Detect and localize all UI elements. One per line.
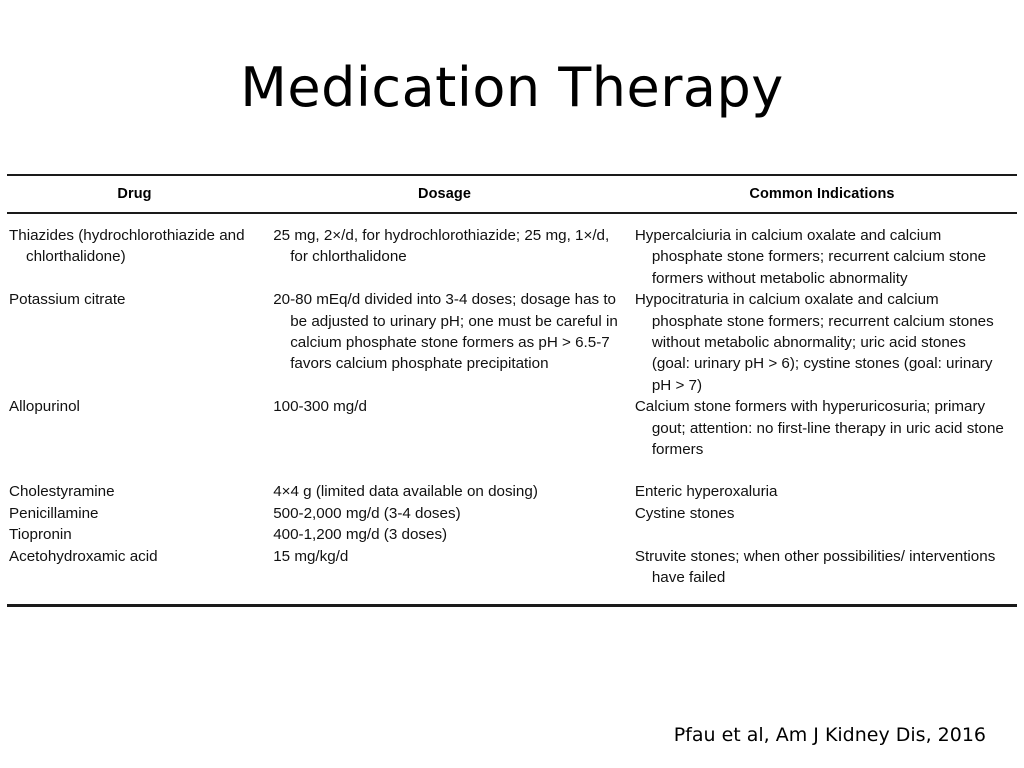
cell-indications: Struvite stones; when other possibilities/ interventions have failed — [634, 547, 996, 587]
cell-dosage: 500-2,000 mg/d (3-4 doses) — [273, 504, 461, 522]
cell-dosage: 4×4 g (limited data available on dosing) — [273, 483, 538, 501]
table-row — [7, 524, 1017, 545]
column-header-dosage: Dosage — [418, 186, 471, 202]
cell-indications: Hypercalciuria in calcium oxalate and calcium phosphate stone formers; recurrent calcium stone formers without metabolic abnormality — [634, 227, 987, 287]
cell-indications: Cystine stones — [634, 504, 735, 522]
table-row — [7, 396, 1017, 460]
cell-dosage: 100-300 mg/d — [273, 398, 367, 416]
cell-dosage: 400-1,200 mg/d (3 doses) — [273, 526, 448, 544]
source-citation: Pfau et al, Am J Kidney Dis, 2016 — [673, 724, 986, 746]
cell-dosage: 20-80 mEq/d divided into 3-4 doses; dosage has to be adjusted to urinary pH; one must be careful in calcium phosphate stone formers as pH > 6.5-7 favors calcium phosphate precipitation — [273, 291, 618, 373]
cell-indications: Hypocitraturia in calcium oxalate and calcium phosphate stone formers; recurrent calcium stones without metabolic abnormality; uric acid stones (goal: urinary pH > 6); cystine stones (goal: urinary pH > 7) — [634, 291, 994, 394]
cell-indications — [647, 524, 1017, 525]
cell-drug: Potassium citrate — [9, 291, 126, 309]
column-header-drug: Drug — [117, 186, 152, 202]
cell-drug: Penicillamine — [9, 504, 99, 522]
cell-indications: Calcium stone formers with hyperuricosuria; primary gout; attention: no first-line therapy in uric acid stone formers — [634, 398, 1004, 459]
cell-dosage: 25 mg, 2×/d, for hydrochlorothiazide; 25 mg, 1×/d, for chlorthalidone — [273, 227, 610, 266]
table-row — [7, 481, 1017, 502]
table-bottom-rule — [7, 603, 1017, 607]
table-row — [7, 503, 1017, 524]
cell-drug: Tiopronin — [9, 526, 72, 544]
table-header-row — [7, 176, 1017, 212]
page-title: Medication Therapy — [240, 56, 784, 119]
column-header-common-indications: Common Indications — [749, 186, 895, 202]
cell-drug: Acetohydroxamic acid — [9, 547, 158, 565]
cell-drug: Cholestyramine — [9, 483, 115, 501]
cell-drug: Thiazides (hydrochlorothiazide and chlorthalidone) — [9, 227, 245, 266]
table-body — [7, 214, 1017, 603]
cell-dosage: 15 mg/kg/d — [273, 547, 349, 565]
table-row — [7, 546, 1017, 589]
cell-indications: Enteric hyperoxaluria — [634, 483, 778, 501]
table-row — [7, 225, 1017, 289]
cell-drug: Allopurinol — [9, 398, 80, 416]
table-row — [7, 289, 1017, 396]
medication-therapy-table — [7, 174, 1017, 607]
